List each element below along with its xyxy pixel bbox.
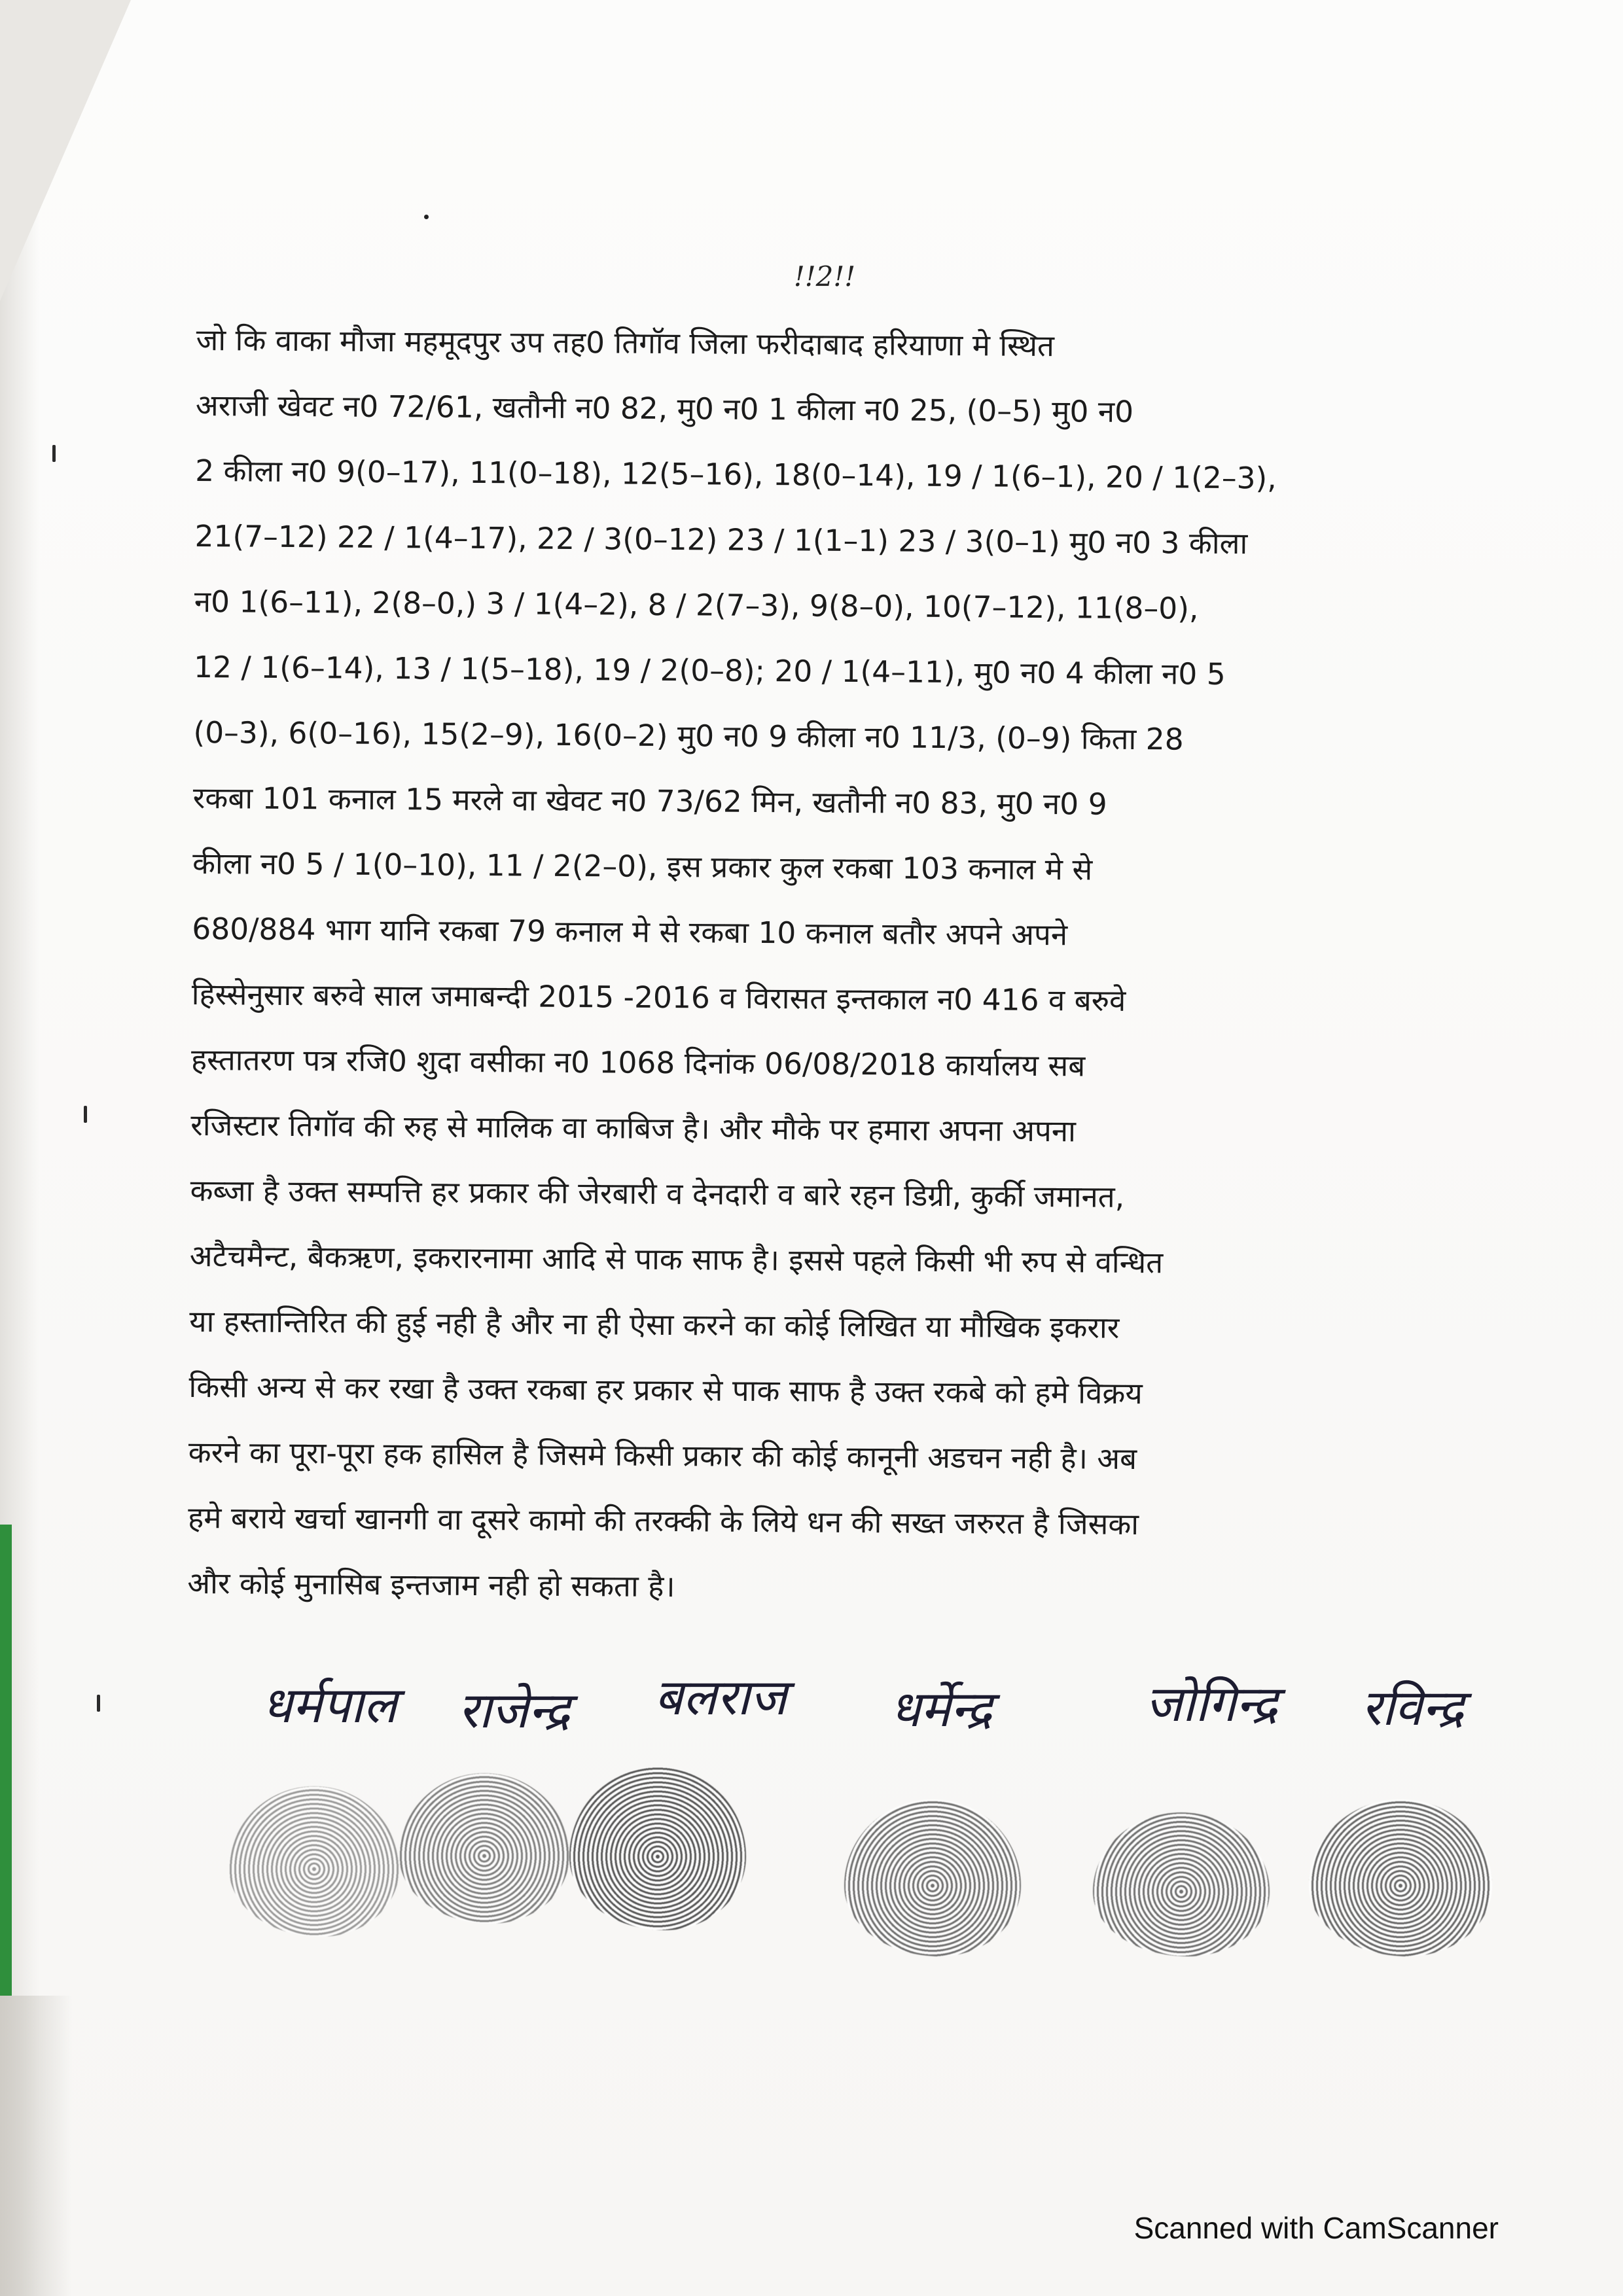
- signature: जोगिन्द्र: [1145, 1674, 1278, 1733]
- paragraph-line: कब्जा है उक्त सम्पत्ति हर प्रकार की जेरबारी व देनदारी व बारे रहन डिग्री, कुर्की जमानत,: [190, 1173, 1125, 1214]
- ink-dot: [424, 215, 429, 219]
- paragraph-line: 2 कीला न0 9(0–17), 11(0–18), 12(5–16), 18(0–14), 19 / 1(6–1), 20 / 1(2–3),: [195, 453, 1277, 496]
- signature: धर्मेन्द्र: [890, 1680, 993, 1738]
- paragraph-line: किसी अन्य से कर रखा है उक्त रकबा हर प्रकार से पाक साफ है उक्त रकबे को हमे विक्रय: [188, 1369, 1143, 1411]
- page-number: !!2!!: [793, 260, 856, 292]
- paragraph-line: 680/884 भाग यानि रकबा 79 कनाल मे से रकबा 10 कनाल बतौर अपने अपने: [192, 911, 1068, 953]
- paragraph-line: हस्तातरण पत्र रजि0 शुदा वसीका न0 1068 दिनांक 06/08/2018 कार्यालय सब: [190, 1042, 1086, 1084]
- paragraph-line: (0–3), 6(0–16), 15(2–9), 16(0–2) मु0 न0 9 कीला न0 11/3, (0–9) किता 28: [193, 715, 1184, 757]
- thumbprint: [399, 1773, 569, 1924]
- thumb-impressions: [183, 1767, 1525, 1976]
- paragraph-line: अराजी खेवट न0 72/61, खतौनी न0 82, मु0 न0 1 कीला न0 25, (0–5) मु0 न0: [195, 387, 1134, 430]
- paragraph-line: हिस्सेनुसार बरुवे साल जमाबन्दी 2015 -2016 व विरासत इन्तकाल न0 416 व बरुवे: [191, 976, 1126, 1018]
- paragraph-line: 12 / 1(6–14), 13 / 1(5–18), 19 / 2(0–8); 20 / 1(4–11), मु0 न0 4 कीला न0 5: [193, 649, 1226, 692]
- background-shadow: [0, 1996, 72, 2296]
- thumbprint: [1093, 1812, 1270, 1956]
- signature: राजेन्द्र: [458, 1681, 570, 1739]
- margin-mark: [52, 445, 56, 462]
- paragraph-line: करने का पूरा-पूरा हक हासिल है जिसमे किसी प्रकार की कोई कानूनी अडचन नही है। अब: [188, 1434, 1137, 1477]
- paragraph-line: या हस्तान्तिरित की हुई नही है और ना ही ऐसा करने का कोई लिखित या मौखिक इकरार: [188, 1303, 1120, 1345]
- thumbprint: [229, 1786, 399, 1937]
- paragraph-line: रजिस्टार तिगॉव की रुह से मालिक वा काबिज है। और मौके पर हमारा अपना अपना: [190, 1107, 1077, 1149]
- background-green-strip: [0, 1525, 12, 1996]
- paragraph-line: रकबा 101 कनाल 15 मरले वा खेवट न0 73/62 मिन, खतौनी न0 83, मु0 न0 9: [192, 780, 1107, 822]
- paragraph-line: और कोई मुनासिब इन्तजाम नही हो सकता है।: [187, 1565, 675, 1604]
- signature: बलराज: [654, 1668, 787, 1726]
- paragraph-line: कीला न0 5 / 1(0–10), 11 / 2(2–0), इस प्रकार कुल रकबा 103 कनाल मे से: [192, 845, 1093, 887]
- page-corner-fold: [0, 0, 131, 301]
- paragraph-line: 21(7–12) 22 / 1(4–17), 22 / 3(0–12) 23 / 1(1–1) 23 / 3(0–1) मु0 न0 3 कीला: [194, 518, 1248, 561]
- thumbprint: [1309, 1799, 1492, 1956]
- thumbprint: [844, 1799, 1021, 1956]
- signature: रविन्द्र: [1361, 1678, 1464, 1737]
- deed-paragraph: [187, 308, 1453, 1625]
- paragraph-line: जो कि वाका मौजा महमूदपुर उप तह0 तिगॉव जिला फरीदाबाद हरियाणा मे स्थित: [196, 322, 1055, 364]
- signature: धर्मपाल: [262, 1676, 397, 1734]
- paragraph-line: न0 1(6–11), 2(8–0,) 3 / 1(4–2), 8 / 2(7–3), 9(8–0), 10(7–12), 11(8–0),: [194, 584, 1199, 626]
- thumbprint: [569, 1767, 746, 1930]
- paragraph-line: हमे बराये खर्चा खानगी वा दूसरे कामो की तरक्की के लिये धन की सख्त जरुरत है जिसका: [187, 1500, 1139, 1542]
- signatures: [236, 1662, 1512, 1760]
- margin-mark: [84, 1106, 87, 1123]
- margin-mark: [97, 1695, 100, 1712]
- paragraph-line: अटैचमैन्ट, बैकऋण, इकरारनामा आदि से पाक साफ है। इससे पहले किसी भी रुप से वन्धित: [189, 1238, 1164, 1280]
- scanner-watermark: Scanned with CamScanner: [1133, 2211, 1499, 2245]
